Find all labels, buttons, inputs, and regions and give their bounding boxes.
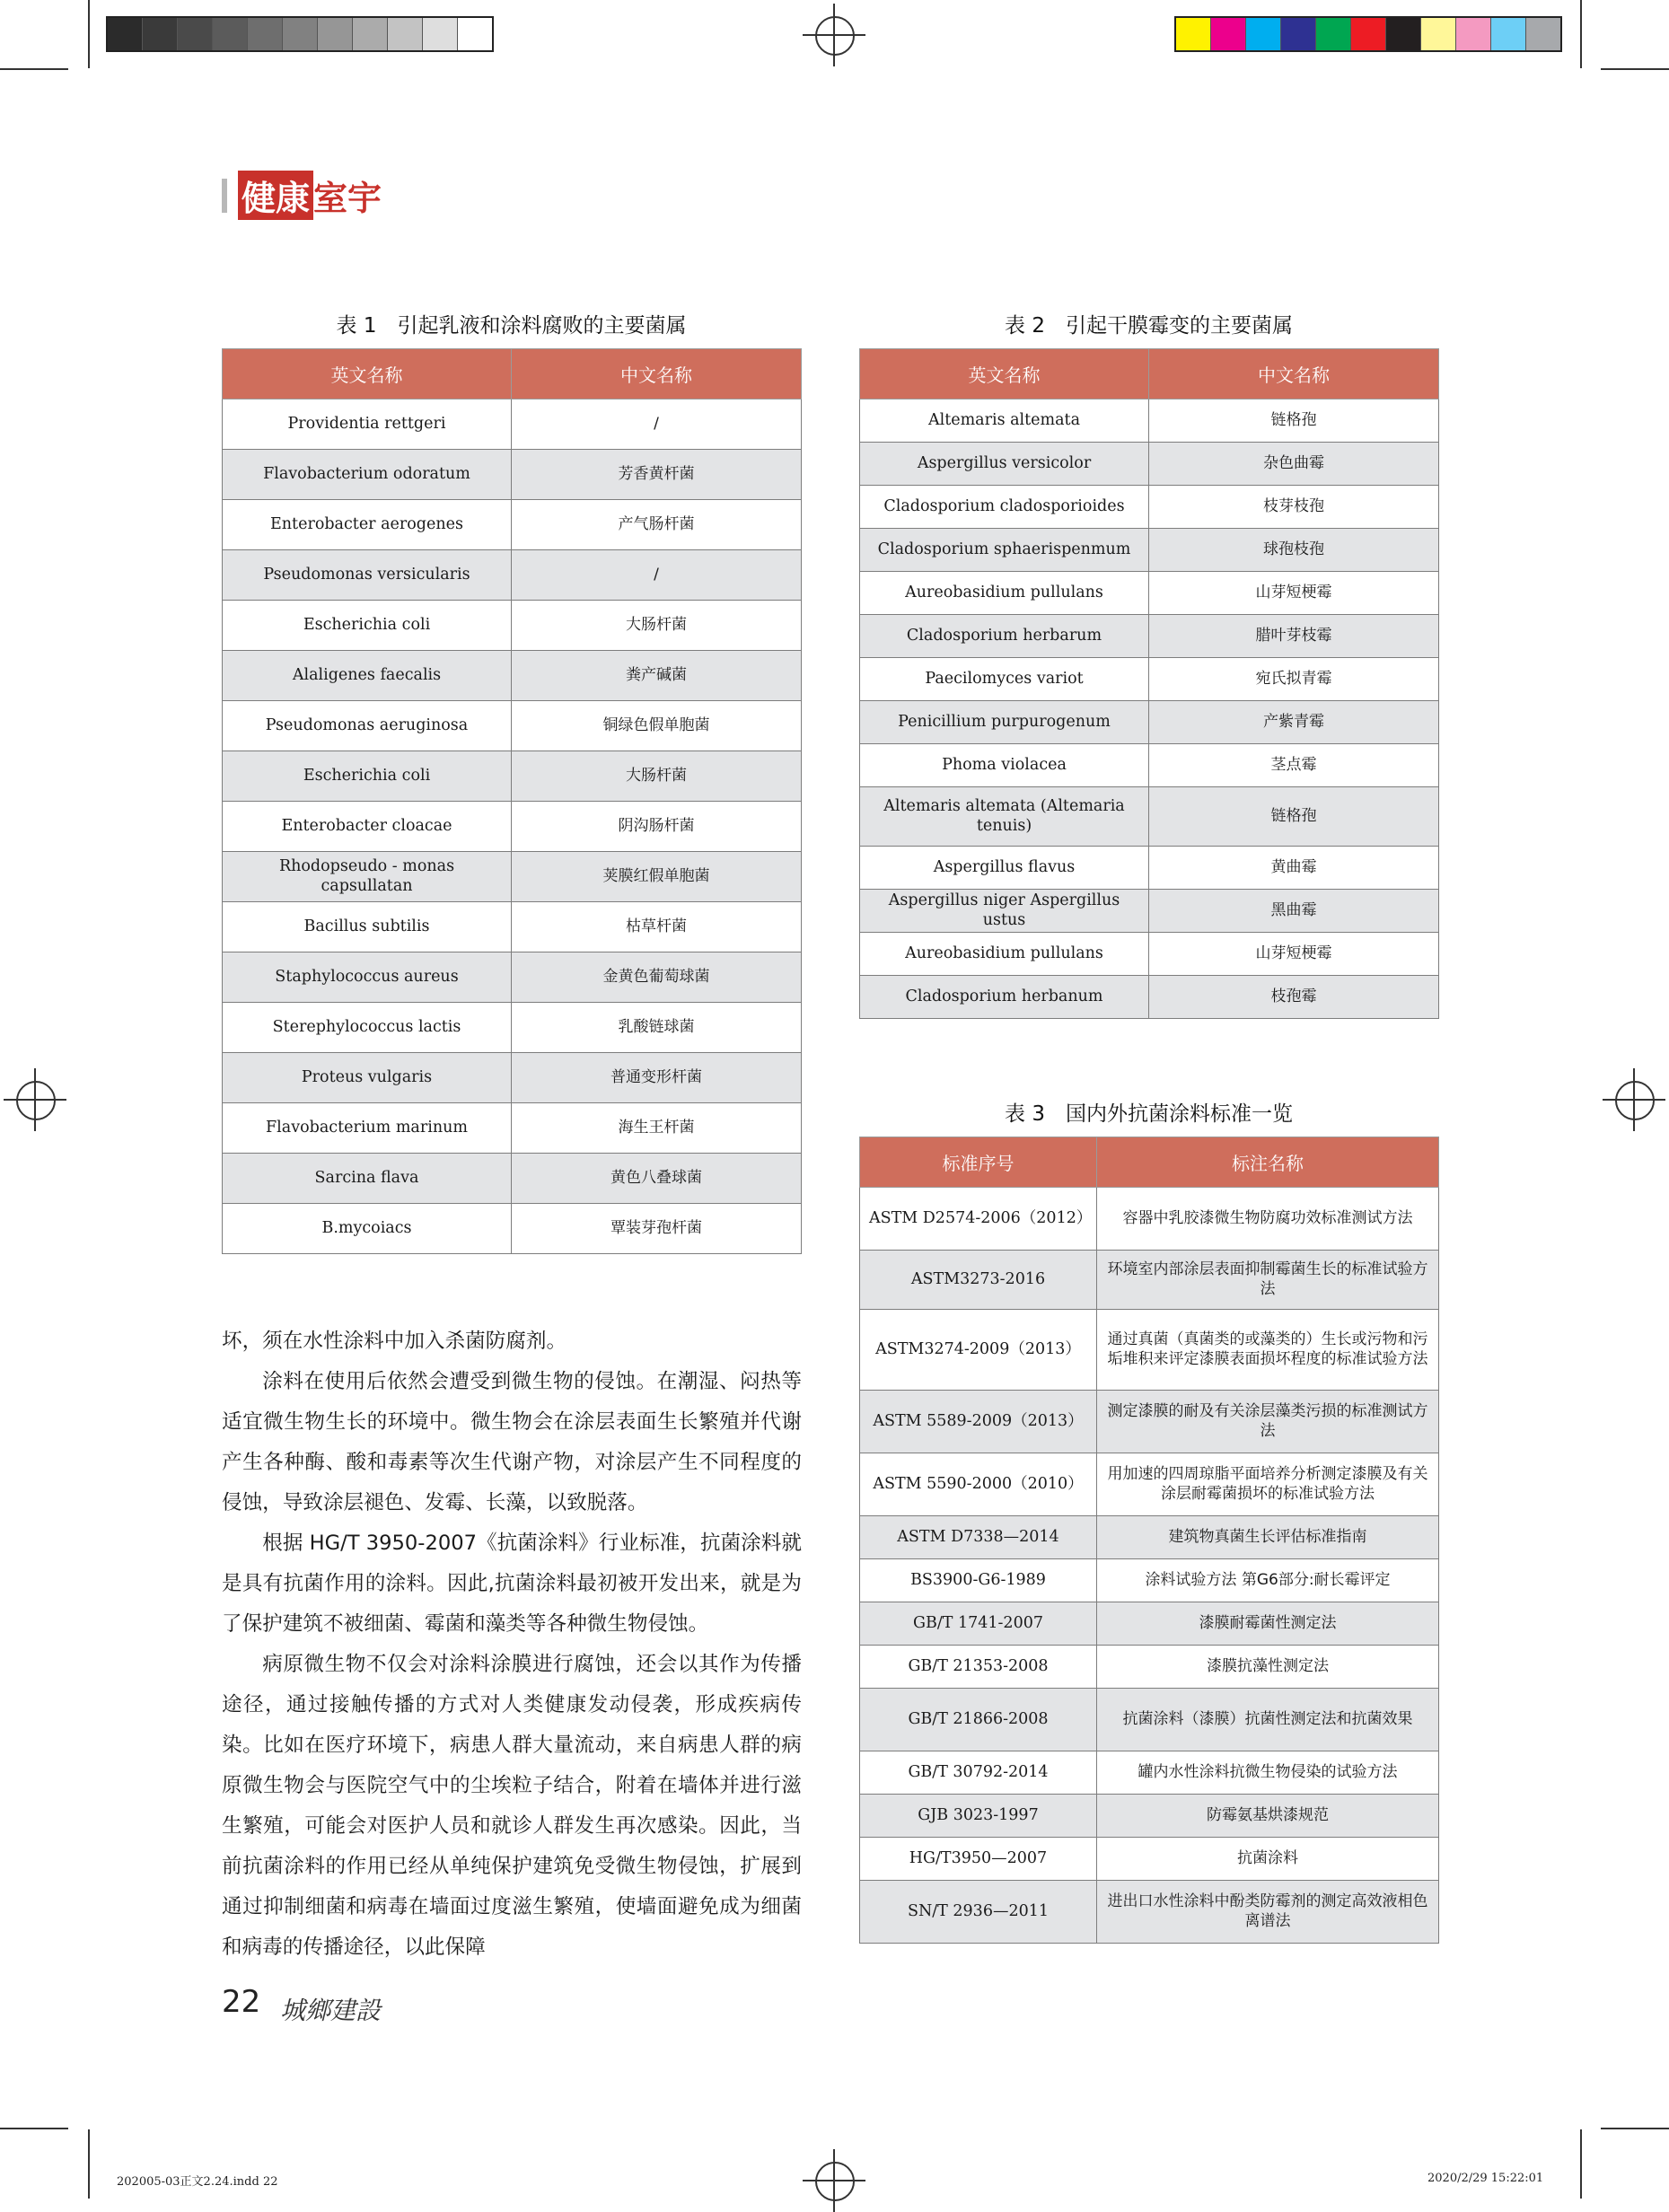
table-cell-first: ASTM 5590-2000（2010） xyxy=(860,1453,1097,1516)
table-row xyxy=(860,399,1439,443)
table1-header-english: 英文名称 xyxy=(223,349,512,399)
table-cell-first: Phoma violacea xyxy=(860,744,1149,787)
table-cell-first: Cladosporium herbanum xyxy=(860,976,1149,1019)
table-row xyxy=(223,852,802,902)
table-cell-second: 链格孢 xyxy=(1149,399,1439,443)
table-row xyxy=(223,952,802,1003)
color-swatch xyxy=(1526,18,1560,50)
table-row xyxy=(860,1391,1439,1453)
table-row xyxy=(860,701,1439,744)
page-number: 22 xyxy=(222,1984,261,2020)
table-cell-first: HG/T3950—2007 xyxy=(860,1838,1097,1881)
table-row xyxy=(223,550,802,601)
table-row xyxy=(223,1003,802,1053)
table-cell-first: Escherichia coli xyxy=(223,601,512,651)
table-row xyxy=(223,1154,802,1204)
crop-mark xyxy=(1580,2129,1582,2199)
table-cell-first: ASTM3273-2016 xyxy=(860,1251,1097,1310)
table-cell-first: Cladosporium herbarum xyxy=(860,615,1149,658)
table-cell-first: GB/T 30792-2014 xyxy=(860,1751,1097,1795)
table-row xyxy=(223,500,802,550)
color-bar xyxy=(1174,16,1562,52)
body-paragraph: 坏，须在水性涂料中加入杀菌防腐剂。 xyxy=(222,1330,567,1353)
table-cell-second: 枯草杆菌 xyxy=(512,902,802,952)
color-swatch xyxy=(1281,18,1316,50)
table-row xyxy=(860,1838,1439,1881)
table-cell-first: Aspergillus flavus xyxy=(860,847,1149,890)
color-swatch xyxy=(423,18,458,50)
slug-left: 202005-03正文2.24.indd 22 xyxy=(117,2175,278,2189)
color-swatch xyxy=(1491,18,1526,50)
table-row xyxy=(223,651,802,701)
table-row xyxy=(860,529,1439,572)
color-swatch xyxy=(1386,18,1421,50)
table-row xyxy=(860,847,1439,890)
table-cell-first: Pseudomonas versicularis xyxy=(223,550,512,601)
table-cell-second: 普通变形杆菌 xyxy=(512,1053,802,1103)
logo-bar xyxy=(222,179,227,213)
table-cell-first: Escherichia coli xyxy=(223,751,512,802)
crop-mark xyxy=(1601,2128,1669,2129)
table-cell-second: 测定漆膜的耐及有关涂层藻类污损的标准测试方法 xyxy=(1097,1391,1439,1453)
registration-mark-left xyxy=(4,1068,66,1131)
table-cell-second: 涂料试验方法 第G6部分:耐长霉评定 xyxy=(1097,1559,1439,1602)
table-cell-first: Providentia rettgeri xyxy=(223,399,512,450)
table-cell-second: 进出口水性涂料中酚类防霉剂的测定高效液相色离谱法 xyxy=(1097,1881,1439,1944)
table2 xyxy=(859,348,1439,1019)
table-cell-second: 杂色曲霉 xyxy=(1149,443,1439,486)
table-cell-second: 漆膜抗藻性测定法 xyxy=(1097,1646,1439,1689)
table-cell-first: ASTM3274-2009（2013） xyxy=(860,1310,1097,1391)
table1-header-chinese: 中文名称 xyxy=(512,349,802,399)
table-cell-first: Alaligenes faecalis xyxy=(223,651,512,701)
table-row xyxy=(860,1881,1439,1944)
table-cell-first: ASTM D2574-2006（2012） xyxy=(860,1188,1097,1251)
color-swatch xyxy=(1246,18,1281,50)
table-cell-second: 容器中乳胶漆微生物防腐功效标准测试方法 xyxy=(1097,1188,1439,1251)
table-row xyxy=(223,1053,802,1103)
table-cell-second: 荚膜红假单胞菌 xyxy=(512,852,802,902)
table-cell-second: 黑曲霉 xyxy=(1149,890,1439,933)
table3-header-number: 标准序号 xyxy=(860,1137,1097,1188)
slug-right: 2020/2/29 15:22:01 xyxy=(1427,2172,1544,2185)
table-cell-second: 枝芽枝孢 xyxy=(1149,486,1439,529)
table-cell-first: Flavobacterium marinum xyxy=(223,1103,512,1154)
color-swatch xyxy=(108,18,143,50)
table-cell-second: 抗菌涂料 xyxy=(1097,1838,1439,1881)
table-cell-second: 铜绿色假单胞菌 xyxy=(512,701,802,751)
table-cell-second: 枝孢霉 xyxy=(1149,976,1439,1019)
table-cell-second: 球孢枝孢 xyxy=(1149,529,1439,572)
registration-mark-right xyxy=(1603,1068,1665,1131)
table-row xyxy=(860,1646,1439,1689)
body-paragraph: 涂料在使用后依然会遭受到微生物的侵蚀。在潮湿、闷热等适宜微生物生长的环境中。微生物会在涂层表面生长繁殖并代谢产生各种酶、酸和毒素等次生代谢产物，对涂层产生不同程度的侵蚀，导致涂层褪色、发霉、长藻，以致脱落。 xyxy=(222,1370,802,1514)
table-cell-second: 山芽短梗霉 xyxy=(1149,572,1439,615)
table-row xyxy=(860,1516,1439,1559)
table-cell-second: 覃装芽孢杆菌 xyxy=(512,1204,802,1254)
table-row xyxy=(860,1689,1439,1751)
table-cell-first: Penicillium purpurogenum xyxy=(860,701,1149,744)
table-cell-first: Pseudomonas aeruginosa xyxy=(223,701,512,751)
color-swatch xyxy=(353,18,388,50)
section-logo xyxy=(222,171,382,220)
table-cell-first: Aspergillus versicolor xyxy=(860,443,1149,486)
table-cell-second: 罐内水性涂料抗微生物侵染的试验方法 xyxy=(1097,1751,1439,1795)
table-row xyxy=(860,443,1439,486)
table-cell-first: GB/T 21866-2008 xyxy=(860,1689,1097,1751)
table-cell-first: SN/T 2936—2011 xyxy=(860,1881,1097,1944)
body-paragraph: 病原微生物不仅会对涂料涂膜进行腐蚀，还会以其作为传播途径，通过接触传播的方式对人类健康发动侵袭，形成疾病传染。比如在医疗环境下，病患人群大量流动，来自病患人群的病原微生物会与医院空气中的尘埃粒子结合，附着在墙体并进行滋生繁殖，可能会对医护人员和就诊人群发生再次感染。因此，当前抗菌涂料的作用已经从单纯保护建筑免受微生物侵蚀，扩展到通过抑制细菌和病毒在墙面过度滋生繁殖，使墙面避免成为细菌和病毒的传播途径，以此保障 xyxy=(222,1653,802,1959)
table-cell-second: 腊叶芽枝霉 xyxy=(1149,615,1439,658)
table-cell-first: Enterobacter cloacae xyxy=(223,802,512,852)
table-cell-first: ASTM 5589-2009（2013） xyxy=(860,1391,1097,1453)
color-swatch xyxy=(248,18,283,50)
table-cell-second: 海生王杆菌 xyxy=(512,1103,802,1154)
table-row xyxy=(860,486,1439,529)
table-row xyxy=(860,933,1439,976)
table-row xyxy=(860,1795,1439,1838)
table3-header-name: 标注名称 xyxy=(1097,1137,1439,1188)
table-cell-second: 山芽短梗霉 xyxy=(1149,933,1439,976)
table-cell-first: Aureobasidium pullulans xyxy=(860,933,1149,976)
table-row xyxy=(223,751,802,802)
table-row xyxy=(860,787,1439,847)
table-row xyxy=(860,1188,1439,1251)
table2-header-english: 英文名称 xyxy=(860,349,1149,399)
table-row xyxy=(223,1204,802,1254)
table-row xyxy=(860,1559,1439,1602)
color-swatch xyxy=(213,18,248,50)
logo-brand-highlight: 健康 xyxy=(238,171,313,220)
table-cell-first: GJB 3023-1997 xyxy=(860,1795,1097,1838)
table-cell-first: Altemaris altemata xyxy=(860,399,1149,443)
crop-mark xyxy=(0,68,68,70)
table-cell-second: / xyxy=(512,550,802,601)
table3 xyxy=(859,1137,1439,1944)
table-cell-first: Cladosporium cladosporioides xyxy=(860,486,1149,529)
table-row xyxy=(860,615,1439,658)
table-cell-second: 用加速的四周琼脂平面培养分析测定漆膜及有关涂层耐霉菌损坏的标准试验方法 xyxy=(1097,1453,1439,1516)
table-cell-first: ASTM D7338—2014 xyxy=(860,1516,1097,1559)
color-swatch xyxy=(143,18,178,50)
table-cell-second: 芳香黄杆菌 xyxy=(512,450,802,500)
table-cell-second: / xyxy=(512,399,802,450)
crop-mark xyxy=(1580,0,1582,68)
table-row xyxy=(860,1602,1439,1646)
color-swatch xyxy=(318,18,353,50)
table-row xyxy=(860,744,1439,787)
table-cell-first: Enterobacter aerogenes xyxy=(223,500,512,550)
table-cell-second: 大肠杆菌 xyxy=(512,601,802,651)
table-cell-second: 阴沟肠杆菌 xyxy=(512,802,802,852)
table-cell-second: 链格孢 xyxy=(1149,787,1439,847)
table-cell-second: 黄曲霉 xyxy=(1149,847,1439,890)
table-row xyxy=(223,701,802,751)
table-cell-first: Altemaris altemata (Altemaria tenuis) xyxy=(860,787,1149,847)
table2-caption: 表 2 引起干膜霉变的主要菌属 xyxy=(1005,314,1293,338)
table-cell-second: 通过真菌（真菌类的或藻类的）生长或污物和污垢堆积来评定漆膜表面损坏程度的标准试验方法 xyxy=(1097,1310,1439,1391)
article-body xyxy=(222,1321,802,1968)
table-cell-first: Proteus vulgaris xyxy=(223,1053,512,1103)
table-cell-first: Aspergillus niger Aspergillus ustus xyxy=(860,890,1149,933)
color-swatch xyxy=(458,18,492,50)
color-swatch xyxy=(388,18,423,50)
table-cell-first: GB/T 21353-2008 xyxy=(860,1646,1097,1689)
table-row xyxy=(223,399,802,450)
color-swatch xyxy=(1316,18,1351,50)
magazine-name: 城鄉建設 xyxy=(280,1996,382,2025)
table-cell-second: 茎点霉 xyxy=(1149,744,1439,787)
table-cell-first: Paecilomyces variot xyxy=(860,658,1149,701)
table-row xyxy=(223,601,802,651)
registration-mark-top xyxy=(803,4,865,66)
table3-caption: 表 3 国内外抗菌涂料标准一览 xyxy=(1005,1102,1293,1126)
table-row xyxy=(223,902,802,952)
table-row xyxy=(223,802,802,852)
table-cell-second: 宛氏拟青霉 xyxy=(1149,658,1439,701)
color-swatch xyxy=(178,18,213,50)
crop-mark xyxy=(88,0,90,68)
color-swatch xyxy=(1176,18,1211,50)
table-row xyxy=(860,658,1439,701)
table-cell-first: B.mycoiacs xyxy=(223,1204,512,1254)
table-cell-first: Staphylococcus aureus xyxy=(223,952,512,1003)
table-cell-second: 建筑物真菌生长评估标准指南 xyxy=(1097,1516,1439,1559)
crop-mark xyxy=(88,2129,90,2199)
table-cell-first: Flavobacterium odoratum xyxy=(223,450,512,500)
table-row xyxy=(223,450,802,500)
table-cell-second: 乳酸链球菌 xyxy=(512,1003,802,1053)
table-cell-second: 抗菌涂料（漆膜）抗菌性测定法和抗菌效果 xyxy=(1097,1689,1439,1751)
logo-brand-rest: 室宇 xyxy=(313,179,382,218)
crop-mark xyxy=(0,2128,68,2129)
body-paragraph: 根据 HG/T 3950-2007《抗菌涂料》行业标准，抗菌涂料就是具有抗菌作用的涂料。因此,抗菌涂料最初被开发出来，就是为了保护建筑不被细菌、霉菌和藻类等各种微生物侵蚀。 xyxy=(222,1532,802,1636)
table-cell-second: 环境室内部涂层表面抑制霉菌生长的标准试验方法 xyxy=(1097,1251,1439,1310)
table-row xyxy=(223,1103,802,1154)
table-cell-first: Bacillus subtilis xyxy=(223,902,512,952)
table1 xyxy=(222,348,802,1254)
table-row xyxy=(860,1310,1439,1391)
gray-scale-bar xyxy=(106,16,494,52)
table-cell-first: Sarcina flava xyxy=(223,1154,512,1204)
table-cell-second: 黄色八叠球菌 xyxy=(512,1154,802,1204)
registration-mark-bottom xyxy=(803,2149,865,2212)
table-cell-first: Cladosporium sphaerispenmum xyxy=(860,529,1149,572)
color-swatch xyxy=(1456,18,1491,50)
table-cell-second: 产紫青霉 xyxy=(1149,701,1439,744)
table-row xyxy=(860,890,1439,933)
table-cell-second: 粪产碱菌 xyxy=(512,651,802,701)
color-swatch xyxy=(283,18,318,50)
crop-mark xyxy=(1601,68,1669,70)
table-cell-second: 产气肠杆菌 xyxy=(512,500,802,550)
table-cell-second: 漆膜耐霉菌性测定法 xyxy=(1097,1602,1439,1646)
table-cell-first: BS3900-G6-1989 xyxy=(860,1559,1097,1602)
table1-caption: 表 1 引起乳液和涂料腐败的主要菌属 xyxy=(336,314,687,338)
table2-header-chinese: 中文名称 xyxy=(1149,349,1439,399)
color-swatch xyxy=(1421,18,1456,50)
table-cell-first: Sterephylococcus lactis xyxy=(223,1003,512,1053)
table-row xyxy=(860,976,1439,1019)
table-cell-second: 防霉氨基烘漆规范 xyxy=(1097,1795,1439,1838)
table-cell-first: GB/T 1741-2007 xyxy=(860,1602,1097,1646)
table-row xyxy=(860,572,1439,615)
table-row xyxy=(860,1251,1439,1310)
color-swatch xyxy=(1211,18,1246,50)
table-cell-first: Rhodopseudo - monas capsullatan xyxy=(223,852,512,902)
table-cell-first: Aureobasidium pullulans xyxy=(860,572,1149,615)
table-row xyxy=(860,1453,1439,1516)
table-cell-second: 金黄色葡萄球菌 xyxy=(512,952,802,1003)
table-cell-second: 大肠杆菌 xyxy=(512,751,802,802)
table-row xyxy=(860,1751,1439,1795)
color-swatch xyxy=(1351,18,1386,50)
